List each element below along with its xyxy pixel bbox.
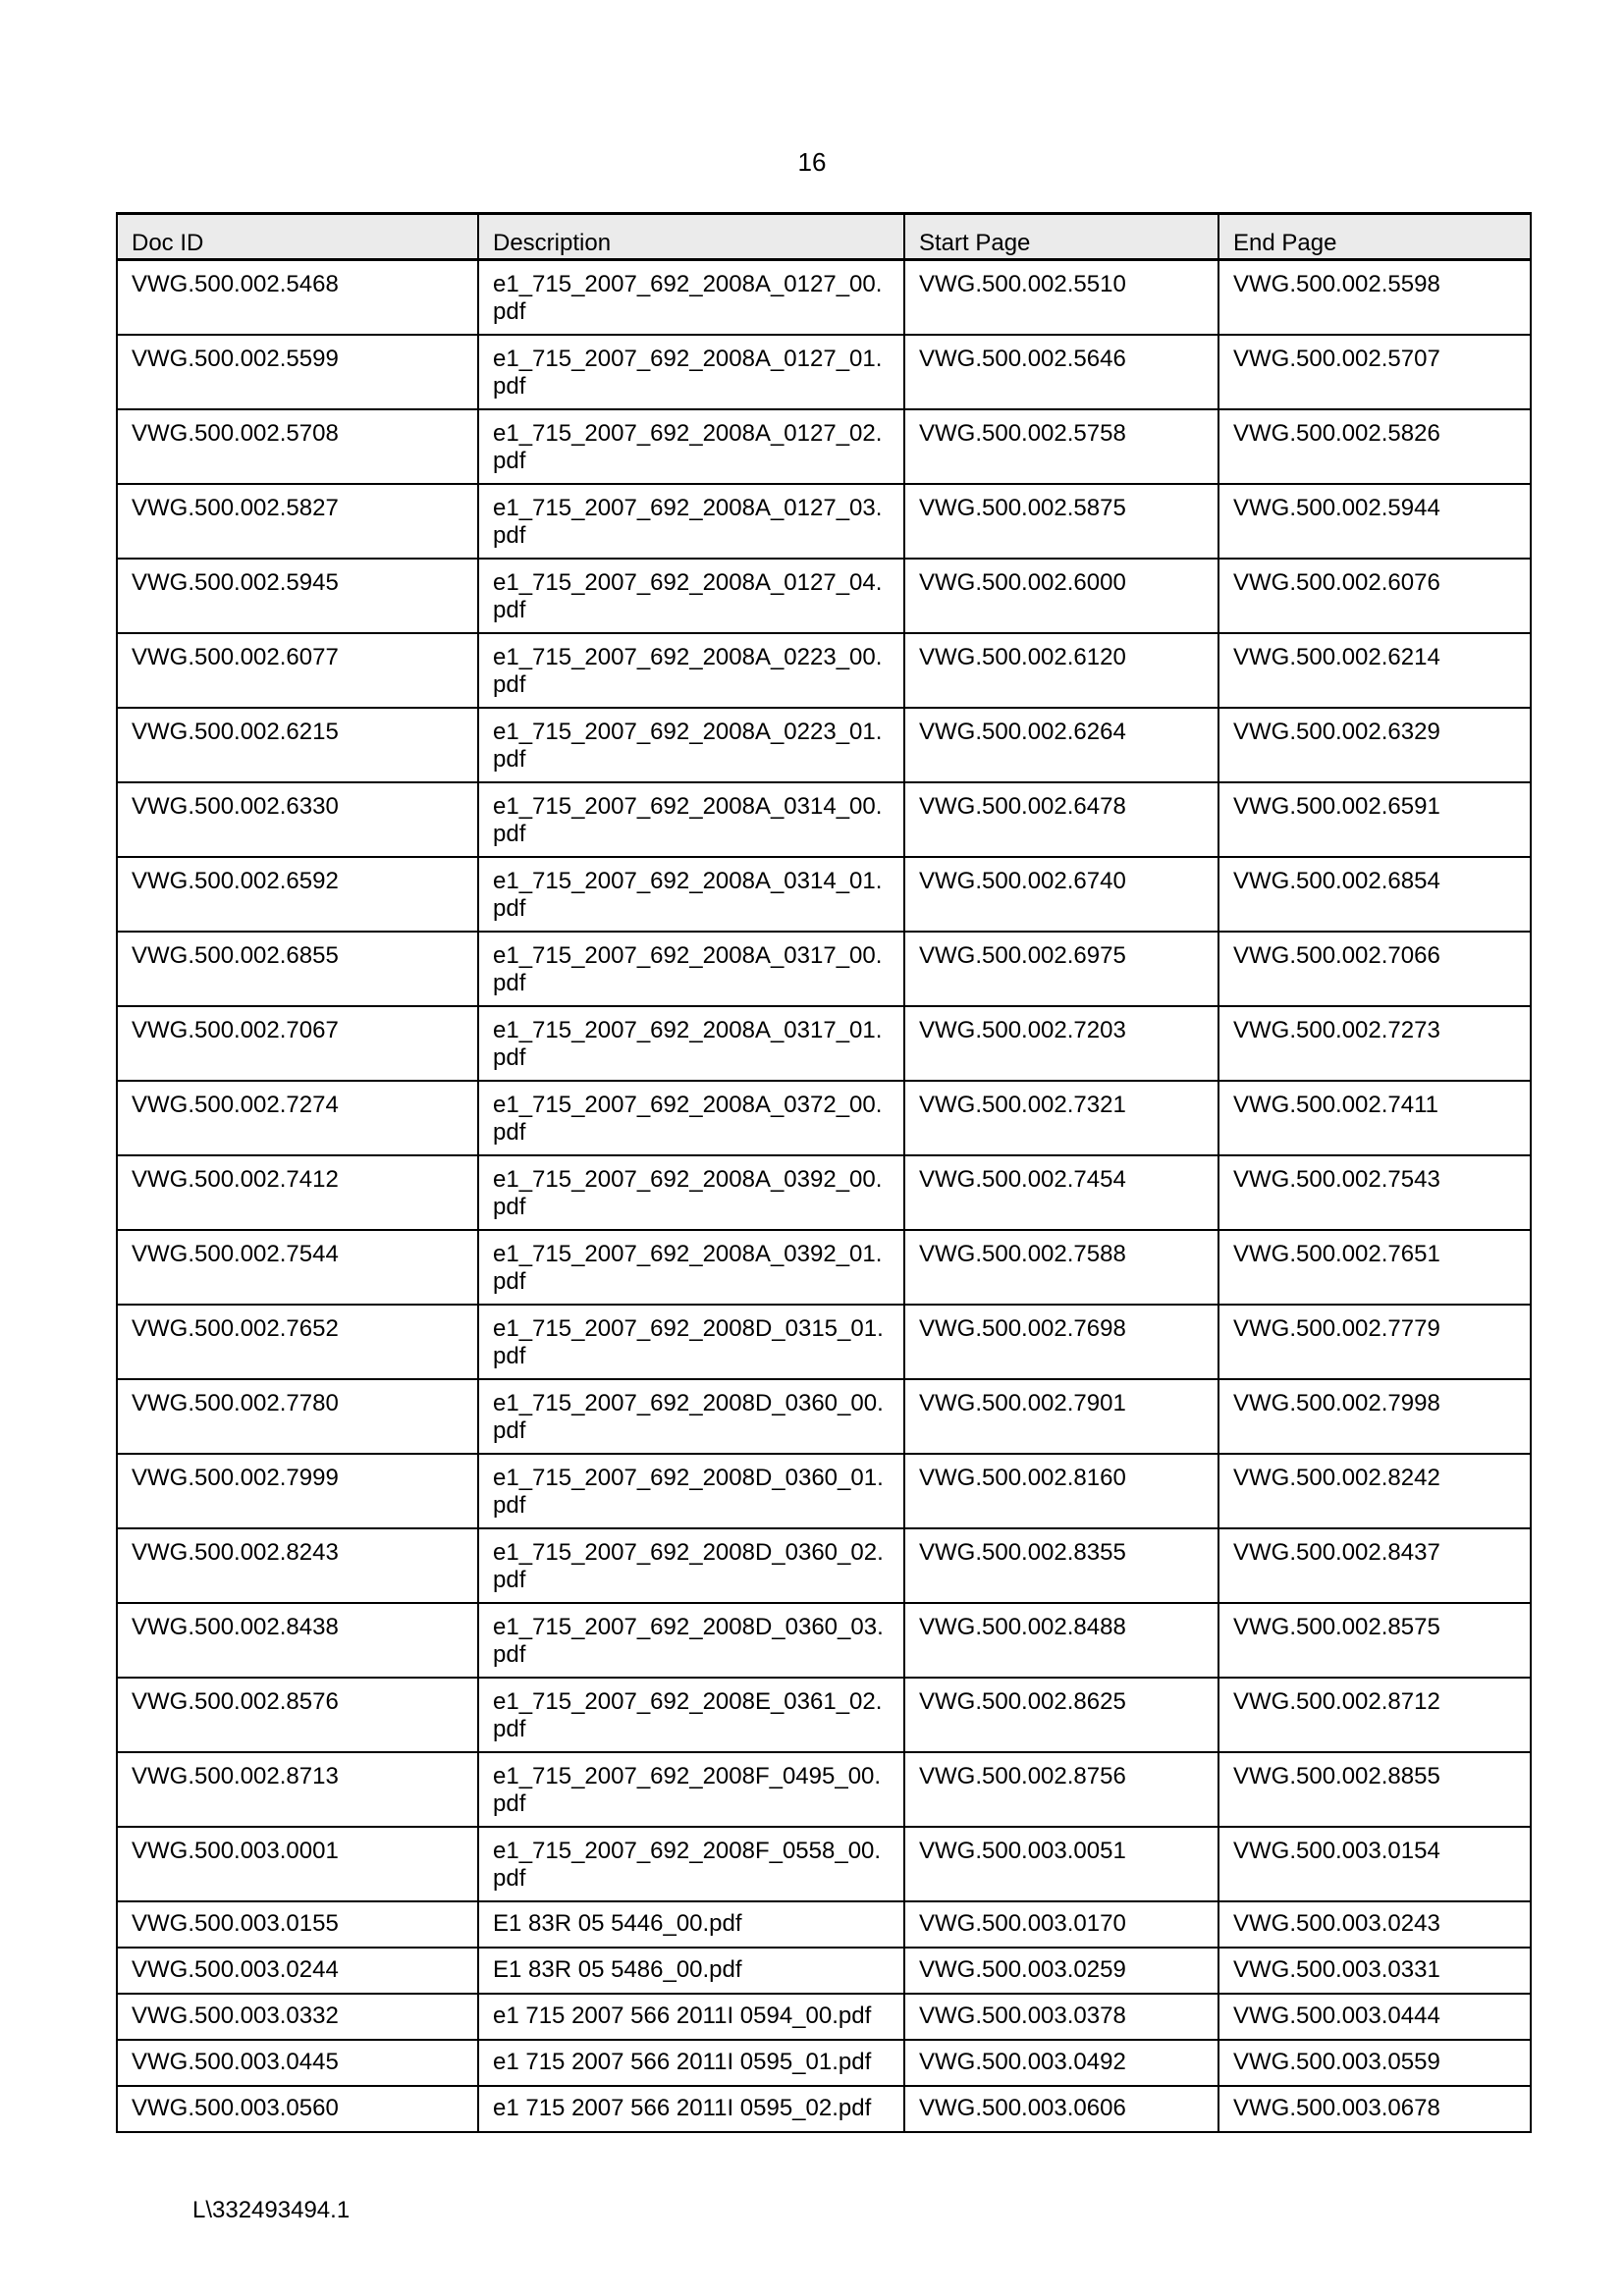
doc-id-cell: VWG.500.002.6215 — [117, 708, 478, 782]
doc-id-cell: VWG.500.002.7999 — [117, 1454, 478, 1528]
description-cell: e1_715_2007_692_2008A_0127_04.pdf — [478, 559, 904, 633]
description-cell: e1_715_2007_692_2008F_0558_00.pdf — [478, 1827, 904, 1901]
doc-id-cell: VWG.500.003.0560 — [117, 2086, 478, 2132]
description-cell: E1 83R 05 5486_00.pdf — [478, 1948, 904, 1994]
end-page-cell: VWG.500.003.0444 — [1218, 1994, 1531, 2040]
table-body — [117, 260, 1531, 2132]
table-row — [117, 932, 1531, 1006]
description-cell: e1 715 2007 566 2011I 0594_00.pdf — [478, 1994, 904, 2040]
start-page-cell: VWG.500.002.8756 — [904, 1752, 1218, 1827]
description-cell: E1 83R 05 5446_00.pdf — [478, 1901, 904, 1948]
end-page-cell: VWG.500.002.8855 — [1218, 1752, 1531, 1827]
end-page-cell: VWG.500.002.8712 — [1218, 1678, 1531, 1752]
table-row — [117, 1603, 1531, 1678]
end-page-cell: VWG.500.002.8437 — [1218, 1528, 1531, 1603]
doc-id-cell: VWG.500.002.5827 — [117, 484, 478, 559]
end-page-cell: VWG.500.002.7779 — [1218, 1305, 1531, 1379]
doc-id-cell: VWG.500.002.7780 — [117, 1379, 478, 1454]
table-row — [117, 1948, 1531, 1994]
end-page-cell: VWG.500.002.6329 — [1218, 708, 1531, 782]
description-cell: e1_715_2007_692_2008A_0127_03.pdf — [478, 484, 904, 559]
start-page-cell: VWG.500.003.0051 — [904, 1827, 1218, 1901]
description-cell: e1_715_2007_692_2008A_0127_01.pdf — [478, 335, 904, 409]
doc-id-cell: VWG.500.003.0244 — [117, 1948, 478, 1994]
description-cell: e1_715_2007_692_2008A_0127_02.pdf — [478, 409, 904, 484]
description-cell: e1_715_2007_692_2008A_0317_00.pdf — [478, 932, 904, 1006]
start-page-cell: VWG.500.003.0259 — [904, 1948, 1218, 1994]
end-page-cell: VWG.500.002.7543 — [1218, 1155, 1531, 1230]
end-page-cell: VWG.500.002.5598 — [1218, 260, 1531, 335]
start-page-cell: VWG.500.002.8488 — [904, 1603, 1218, 1678]
doc-id-cell: VWG.500.003.0001 — [117, 1827, 478, 1901]
table-row — [117, 559, 1531, 633]
end-page-cell: VWG.500.003.0243 — [1218, 1901, 1531, 1948]
description-cell: e1_715_2007_692_2008A_0372_00.pdf — [478, 1081, 904, 1155]
table-row — [117, 1454, 1531, 1528]
table-row — [117, 1305, 1531, 1379]
table-row — [117, 1379, 1531, 1454]
doc-id-cell: VWG.500.002.7274 — [117, 1081, 478, 1155]
end-page-cell: VWG.500.002.7411 — [1218, 1081, 1531, 1155]
doc-id-cell: VWG.500.002.8713 — [117, 1752, 478, 1827]
doc-id-cell: VWG.500.002.8576 — [117, 1678, 478, 1752]
description-cell: e1_715_2007_692_2008A_0223_00.pdf — [478, 633, 904, 708]
end-page-cell: VWG.500.003.0331 — [1218, 1948, 1531, 1994]
doc-id-cell: VWG.500.002.5708 — [117, 409, 478, 484]
start-page-cell: VWG.500.002.5758 — [904, 409, 1218, 484]
table-row — [117, 1155, 1531, 1230]
start-page-cell: VWG.500.003.0378 — [904, 1994, 1218, 2040]
doc-id-cell: VWG.500.003.0445 — [117, 2040, 478, 2086]
table-row — [117, 409, 1531, 484]
description-cell: e1_715_2007_692_2008F_0495_00.pdf — [478, 1752, 904, 1827]
footer-reference: L\332493494.1 — [192, 2197, 351, 2223]
doc-id-cell: VWG.500.002.7067 — [117, 1006, 478, 1081]
start-page-cell: VWG.500.002.7588 — [904, 1230, 1218, 1305]
start-page-cell: VWG.500.002.6740 — [904, 857, 1218, 932]
doc-id-cell: VWG.500.002.6077 — [117, 633, 478, 708]
description-cell: e1_715_2007_692_2008D_0360_00.pdf — [478, 1379, 904, 1454]
doc-id-cell: VWG.500.003.0332 — [117, 1994, 478, 2040]
start-page-cell: VWG.500.002.7454 — [904, 1155, 1218, 1230]
description-cell: e1_715_2007_692_2008A_0223_01.pdf — [478, 708, 904, 782]
doc-id-cell: VWG.500.002.7652 — [117, 1305, 478, 1379]
start-page-cell: VWG.500.002.6975 — [904, 932, 1218, 1006]
header-end-page: End Page — [1218, 214, 1531, 260]
table-row — [117, 260, 1531, 335]
start-page-cell: VWG.500.002.5510 — [904, 260, 1218, 335]
doc-id-cell: VWG.500.002.6855 — [117, 932, 478, 1006]
table-row — [117, 1081, 1531, 1155]
start-page-cell: VWG.500.002.8160 — [904, 1454, 1218, 1528]
start-page-cell: VWG.500.002.6264 — [904, 708, 1218, 782]
end-page-cell: VWG.500.002.5944 — [1218, 484, 1531, 559]
end-page-cell: VWG.500.002.7998 — [1218, 1379, 1531, 1454]
start-page-cell: VWG.500.003.0492 — [904, 2040, 1218, 2086]
table-row — [117, 1752, 1531, 1827]
document-table — [116, 212, 1532, 2133]
table-row — [117, 2086, 1531, 2132]
end-page-cell: VWG.500.002.6076 — [1218, 559, 1531, 633]
end-page-cell: VWG.500.002.6214 — [1218, 633, 1531, 708]
table-row — [117, 633, 1531, 708]
description-cell: e1_715_2007_692_2008A_0392_01.pdf — [478, 1230, 904, 1305]
table-row — [117, 1901, 1531, 1948]
header-description: Description — [478, 214, 904, 260]
description-cell: e1_715_2007_692_2008A_0317_01.pdf — [478, 1006, 904, 1081]
table-row — [117, 782, 1531, 857]
doc-id-cell: VWG.500.002.7544 — [117, 1230, 478, 1305]
table-row — [117, 1230, 1531, 1305]
doc-id-cell: VWG.500.002.7412 — [117, 1155, 478, 1230]
header-start-page: Start Page — [904, 214, 1218, 260]
start-page-cell: VWG.500.003.0606 — [904, 2086, 1218, 2132]
start-page-cell: VWG.500.002.7203 — [904, 1006, 1218, 1081]
doc-id-cell: VWG.500.002.5599 — [117, 335, 478, 409]
page-number: 16 — [797, 147, 827, 177]
table-row — [117, 1994, 1531, 2040]
end-page-cell: VWG.500.002.6591 — [1218, 782, 1531, 857]
doc-id-cell: VWG.500.002.5468 — [117, 260, 478, 335]
start-page-cell: VWG.500.002.6478 — [904, 782, 1218, 857]
end-page-cell: VWG.500.002.8575 — [1218, 1603, 1531, 1678]
description-cell: e1_715_2007_692_2008E_0361_02.pdf — [478, 1678, 904, 1752]
description-cell: e1_715_2007_692_2008A_0392_00.pdf — [478, 1155, 904, 1230]
start-page-cell: VWG.500.002.5875 — [904, 484, 1218, 559]
description-cell: e1_715_2007_692_2008A_0314_01.pdf — [478, 857, 904, 932]
end-page-cell: VWG.500.003.0154 — [1218, 1827, 1531, 1901]
description-cell: e1 715 2007 566 2011I 0595_02.pdf — [478, 2086, 904, 2132]
table-row — [117, 708, 1531, 782]
end-page-cell: VWG.500.002.7273 — [1218, 1006, 1531, 1081]
description-cell: e1_715_2007_692_2008D_0360_03.pdf — [478, 1603, 904, 1678]
doc-id-cell: VWG.500.003.0155 — [117, 1901, 478, 1948]
end-page-cell: VWG.500.002.6854 — [1218, 857, 1531, 932]
table-row — [117, 335, 1531, 409]
end-page-cell: VWG.500.002.8242 — [1218, 1454, 1531, 1528]
table-header-row — [117, 214, 1531, 260]
end-page-cell: VWG.500.002.7066 — [1218, 932, 1531, 1006]
doc-id-cell: VWG.500.002.8243 — [117, 1528, 478, 1603]
doc-id-cell: VWG.500.002.8438 — [117, 1603, 478, 1678]
doc-id-cell: VWG.500.002.6330 — [117, 782, 478, 857]
header-doc-id: Doc ID — [117, 214, 478, 260]
start-page-cell: VWG.500.002.8355 — [904, 1528, 1218, 1603]
doc-id-cell: VWG.500.002.6592 — [117, 857, 478, 932]
table-row — [117, 484, 1531, 559]
end-page-cell: VWG.500.002.7651 — [1218, 1230, 1531, 1305]
end-page-cell: VWG.500.002.5707 — [1218, 335, 1531, 409]
description-cell: e1_715_2007_692_2008D_0360_01.pdf — [478, 1454, 904, 1528]
description-cell: e1_715_2007_692_2008A_0127_00.pdf — [478, 260, 904, 335]
table-row — [117, 1528, 1531, 1603]
start-page-cell: VWG.500.002.6120 — [904, 633, 1218, 708]
end-page-cell: VWG.500.003.0678 — [1218, 2086, 1531, 2132]
description-cell: e1 715 2007 566 2011I 0595_01.pdf — [478, 2040, 904, 2086]
start-page-cell: VWG.500.003.0170 — [904, 1901, 1218, 1948]
table-row — [117, 1678, 1531, 1752]
start-page-cell: VWG.500.002.7901 — [904, 1379, 1218, 1454]
end-page-cell: VWG.500.003.0559 — [1218, 2040, 1531, 2086]
description-cell: e1_715_2007_692_2008D_0360_02.pdf — [478, 1528, 904, 1603]
end-page-cell: VWG.500.002.5826 — [1218, 409, 1531, 484]
table-row — [117, 857, 1531, 932]
table-row — [117, 2040, 1531, 2086]
description-cell: e1_715_2007_692_2008D_0315_01.pdf — [478, 1305, 904, 1379]
doc-id-cell: VWG.500.002.5945 — [117, 559, 478, 633]
description-cell: e1_715_2007_692_2008A_0314_00.pdf — [478, 782, 904, 857]
table-row — [117, 1006, 1531, 1081]
start-page-cell: VWG.500.002.8625 — [904, 1678, 1218, 1752]
start-page-cell: VWG.500.002.5646 — [904, 335, 1218, 409]
table-row — [117, 1827, 1531, 1901]
start-page-cell: VWG.500.002.6000 — [904, 559, 1218, 633]
start-page-cell: VWG.500.002.7698 — [904, 1305, 1218, 1379]
start-page-cell: VWG.500.002.7321 — [904, 1081, 1218, 1155]
